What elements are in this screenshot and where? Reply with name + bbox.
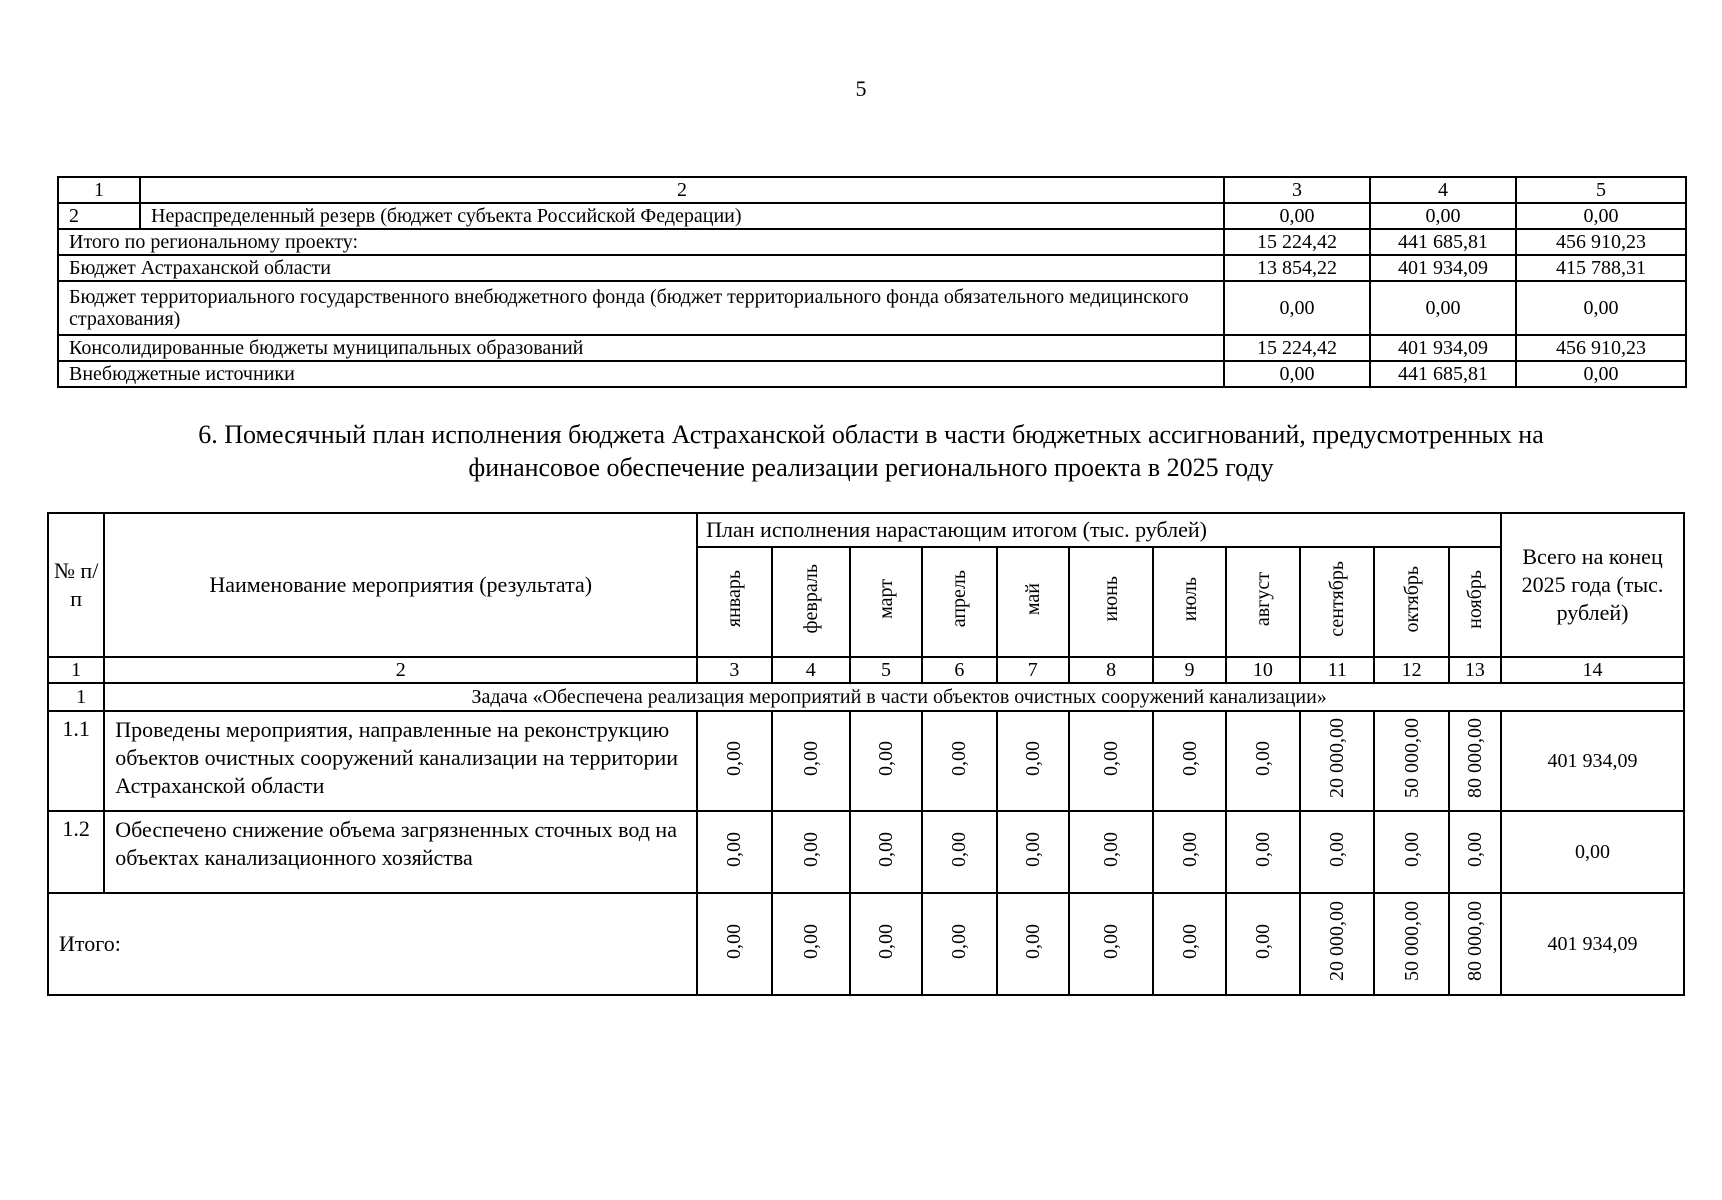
month-value	[697, 711, 771, 811]
row-label: Нераспределенный резерв (бюджет субъекта Российской Федерации)	[140, 203, 1224, 229]
col-header: 2	[140, 177, 1224, 203]
cell-value: 415 788,31	[1516, 255, 1686, 281]
month-header	[1374, 547, 1448, 657]
month-value	[922, 811, 996, 893]
row-label: Итого по региональному проекту:	[58, 229, 1224, 255]
cell-value: 401 934,09	[1370, 335, 1516, 361]
cell-value: 0,00	[1224, 203, 1370, 229]
col-number: 11	[1300, 657, 1374, 683]
month-value	[1374, 811, 1448, 893]
value-text: 0,00	[1326, 831, 1349, 867]
month-label: апрель	[948, 570, 971, 628]
row-total: 401 934,09	[1501, 711, 1684, 811]
col-header-plan: План исполнения нарастающим итогом (тыс. рублей)	[697, 513, 1501, 547]
month-value	[1153, 711, 1225, 811]
month-value	[1069, 711, 1153, 811]
value-text: 0,00	[1178, 831, 1201, 867]
col-number: 4	[772, 657, 850, 683]
section-title-line: 6. Помесячный план исполнения бюджета Астраханской области в части бюджетных ассигнований, предусмотренных на	[198, 420, 1544, 449]
value-text: 0,00	[1178, 740, 1201, 776]
month-label: март	[875, 579, 898, 619]
col-number: 13	[1449, 657, 1501, 683]
table-row	[58, 361, 1686, 387]
table-header-row	[58, 177, 1686, 203]
table-header-row	[48, 513, 1684, 547]
month-value	[850, 893, 922, 995]
value-text: 0,00	[1021, 831, 1044, 867]
month-label: сентябрь	[1326, 561, 1349, 637]
month-value	[997, 811, 1069, 893]
month-header	[697, 547, 771, 657]
cell-value: 13 854,22	[1224, 255, 1370, 281]
value-text: 0,00	[1463, 831, 1486, 867]
month-value	[1153, 811, 1225, 893]
month-label: январь	[723, 570, 746, 628]
col-header-name: Наименование мероприятия (результата)	[104, 513, 697, 657]
cell-value: 441 685,81	[1370, 229, 1516, 255]
col-number: 10	[1226, 657, 1300, 683]
month-label: август	[1251, 571, 1274, 627]
row-number: 1.2	[48, 811, 104, 893]
cell-value: 401 934,09	[1370, 255, 1516, 281]
cell-value: 15 224,42	[1224, 335, 1370, 361]
value-text: 0,00	[948, 740, 971, 776]
value-text: 0,00	[948, 831, 971, 867]
month-header	[1300, 547, 1374, 657]
value-text: 80 000,00	[1463, 901, 1486, 981]
cell-value: 456 910,23	[1516, 229, 1686, 255]
value-text: 0,00	[723, 740, 746, 776]
month-header	[1069, 547, 1153, 657]
table-row	[58, 281, 1686, 335]
month-value	[772, 711, 850, 811]
col-number: 3	[697, 657, 771, 683]
funding-summary-table	[57, 176, 1687, 388]
row-label: Бюджет Астраханской области	[58, 255, 1224, 281]
col-number: 5	[850, 657, 922, 683]
table-row	[58, 203, 1686, 229]
month-value	[697, 893, 771, 995]
row-label: Внебюджетные источники	[58, 361, 1224, 387]
month-header	[922, 547, 996, 657]
month-label: февраль	[799, 564, 822, 634]
cell-value: 0,00	[1224, 281, 1370, 335]
month-value	[997, 711, 1069, 811]
value-text: 0,00	[799, 740, 822, 776]
col-header: 4	[1370, 177, 1516, 203]
month-value	[1374, 711, 1448, 811]
col-header: 1	[58, 177, 140, 203]
row-number: 2	[58, 203, 140, 229]
month-value	[1069, 811, 1153, 893]
row-label: Консолидированные бюджеты муниципальных образований	[58, 335, 1224, 361]
month-value	[1153, 893, 1225, 995]
value-text: 0,00	[1251, 923, 1274, 959]
value-text: 20 000,00	[1326, 718, 1349, 798]
col-header: 5	[1516, 177, 1686, 203]
month-header	[850, 547, 922, 657]
cell-value: 441 685,81	[1370, 361, 1516, 387]
task-row	[48, 683, 1684, 711]
col-number: 14	[1501, 657, 1684, 683]
cell-value: 456 910,23	[1516, 335, 1686, 361]
value-text: 80 000,00	[1463, 718, 1486, 798]
month-value	[772, 811, 850, 893]
task-text: Задача «Обеспечена реализация мероприятий в части объектов очистных сооружений канализации»	[104, 683, 1684, 711]
cell-value: 0,00	[1370, 203, 1516, 229]
row-label: Бюджет территориального государственного внебюджетного фонда (бюджет территориального фонда обязательного медицинского страхования)	[58, 281, 1224, 335]
value-text: 0,00	[1100, 740, 1123, 776]
col-header-total: Всего на конец 2025 года (тыс. рублей)	[1501, 513, 1684, 657]
month-value	[1069, 893, 1153, 995]
table-row	[58, 255, 1686, 281]
value-text: 0,00	[1021, 740, 1044, 776]
cell-value: 0,00	[1516, 361, 1686, 387]
month-label: май	[1021, 582, 1044, 616]
month-label: июнь	[1100, 576, 1123, 622]
month-header	[1153, 547, 1225, 657]
month-value	[1449, 811, 1501, 893]
col-number: 6	[922, 657, 996, 683]
col-header: 3	[1224, 177, 1370, 203]
total-label: Итого:	[48, 893, 697, 995]
month-value	[1226, 893, 1300, 995]
cell-value: 0,00	[1516, 281, 1686, 335]
value-text: 0,00	[1100, 923, 1123, 959]
row-name: Обеспечено снижение объема загрязненных сточных вод на объектах канализационного хозяйства	[104, 811, 697, 893]
month-value	[850, 711, 922, 811]
page-number: 5	[855, 76, 867, 101]
month-value	[1300, 711, 1374, 811]
value-text: 0,00	[1400, 831, 1423, 867]
table-row	[58, 229, 1686, 255]
col-number: 2	[104, 657, 697, 683]
col-number: 12	[1374, 657, 1448, 683]
month-value	[1449, 893, 1501, 995]
row-total: 0,00	[1501, 811, 1684, 893]
month-label: октябрь	[1400, 565, 1423, 633]
value-text: 20 000,00	[1326, 901, 1349, 981]
value-text: 0,00	[723, 923, 746, 959]
month-value	[772, 893, 850, 995]
month-value	[850, 811, 922, 893]
section-title	[57, 418, 1685, 484]
value-text: 0,00	[723, 831, 746, 867]
month-header	[1226, 547, 1300, 657]
value-text: 0,00	[875, 740, 898, 776]
month-value	[1226, 811, 1300, 893]
cell-value: 0,00	[1224, 361, 1370, 387]
row-number: 1.1	[48, 711, 104, 811]
monthly-plan-table	[47, 512, 1685, 996]
value-text: 0,00	[799, 923, 822, 959]
value-text: 0,00	[875, 831, 898, 867]
value-text: 0,00	[1251, 831, 1274, 867]
cell-value: 0,00	[1370, 281, 1516, 335]
month-value	[922, 711, 996, 811]
value-text: 0,00	[875, 923, 898, 959]
month-value	[1300, 811, 1374, 893]
total-row	[48, 893, 1684, 995]
col-number: 1	[48, 657, 104, 683]
month-header	[1449, 547, 1501, 657]
cell-value: 15 224,42	[1224, 229, 1370, 255]
col-number: 8	[1069, 657, 1153, 683]
col-number: 9	[1153, 657, 1225, 683]
month-value	[1226, 711, 1300, 811]
month-value	[997, 893, 1069, 995]
task-number: 1	[48, 683, 104, 711]
table-row	[48, 711, 1684, 811]
cell-value: 0,00	[1516, 203, 1686, 229]
month-label: ноябрь	[1463, 569, 1486, 629]
value-text: 0,00	[1021, 923, 1044, 959]
value-text: 0,00	[948, 923, 971, 959]
row-name: Проведены мероприятия, направленные на реконструкцию объектов очистных сооружений канализации на территории Астраханской области	[104, 711, 697, 811]
column-numbers-row	[48, 657, 1684, 683]
month-value	[1300, 893, 1374, 995]
value-text: 50 000,00	[1400, 901, 1423, 981]
col-header-num: № п/п	[48, 513, 104, 657]
value-text: 0,00	[1100, 831, 1123, 867]
section-title-line: финансовое обеспечение реализации регионального проекта в 2025 году	[468, 453, 1274, 482]
month-header	[772, 547, 850, 657]
table-row	[48, 811, 1684, 893]
month-value	[697, 811, 771, 893]
month-header	[997, 547, 1069, 657]
col-number: 7	[997, 657, 1069, 683]
grand-total: 401 934,09	[1501, 893, 1684, 995]
value-text: 50 000,00	[1400, 718, 1423, 798]
month-value	[1374, 893, 1448, 995]
value-text: 0,00	[1251, 740, 1274, 776]
month-label: июль	[1178, 576, 1201, 622]
value-text: 0,00	[799, 831, 822, 867]
value-text: 0,00	[1178, 923, 1201, 959]
month-value	[1449, 711, 1501, 811]
table-row	[58, 335, 1686, 361]
month-value	[922, 893, 996, 995]
